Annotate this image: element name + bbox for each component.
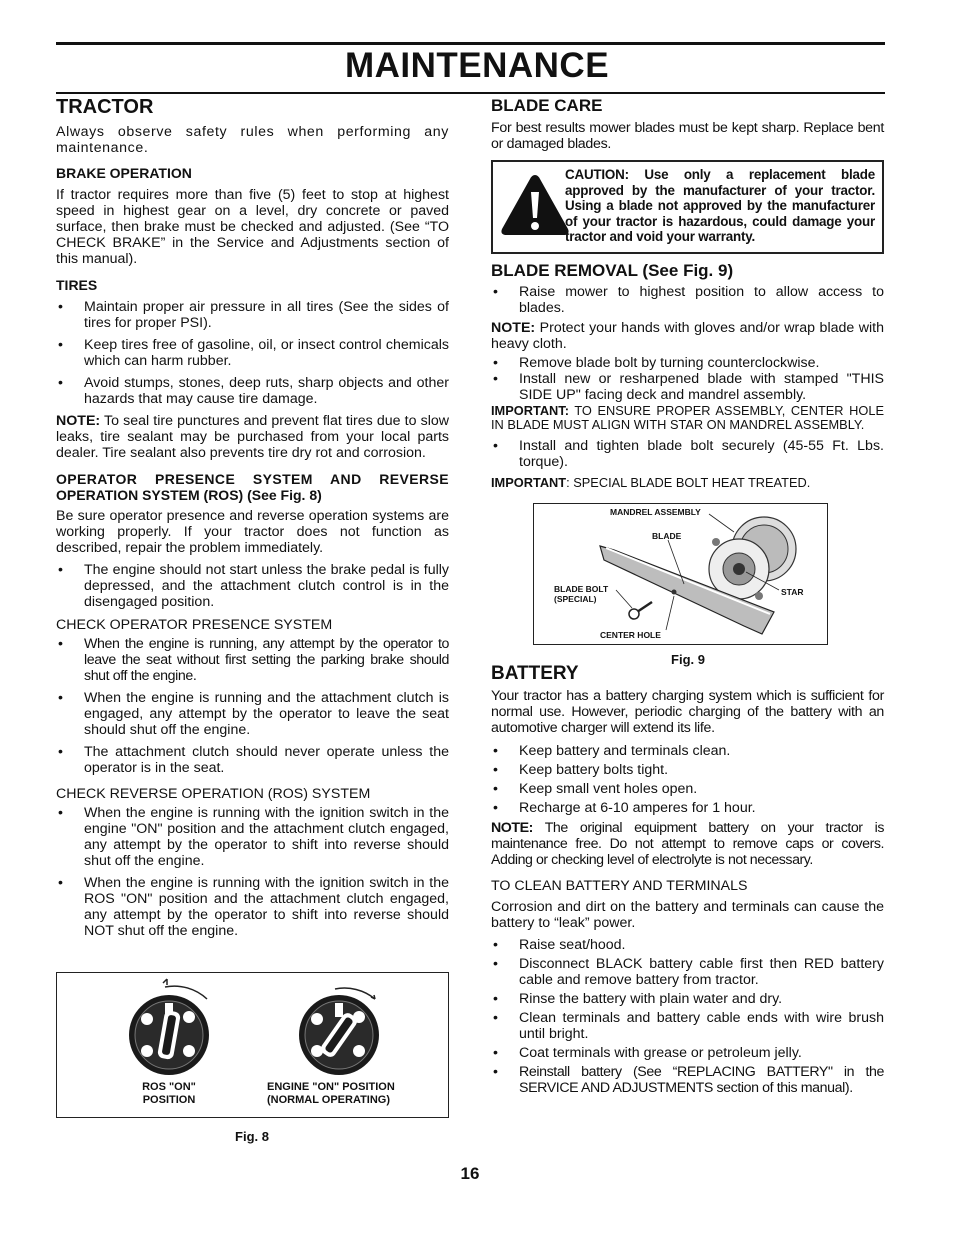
check-ros-heading: CHECK REVERSE OPERATION (ROS) SYSTEM xyxy=(56,786,371,802)
note-text: The original equipment battery on your tractor is maintenance free. Do not attempt to remove caps or covers. Adding or checking level of electrolyte is not necessary. xyxy=(491,820,884,868)
check-ros-list xyxy=(56,805,449,939)
clean-battery-text: Corrosion and dirt on the battery and terminals can cause the battery to “leak” power. xyxy=(491,899,884,931)
fig9-label-star: STAR xyxy=(781,587,804,597)
list-item: • Keep small vent holes open. xyxy=(491,780,884,799)
clean-battery-heading: TO CLEAN BATTERY AND TERMINALS xyxy=(491,878,748,894)
brake-heading: BRAKE OPERATION xyxy=(56,165,192,181)
blade-section xyxy=(491,96,884,490)
list-item: • Keep tires free of gasoline, oil, or insect control chemicals which can harm rubber. xyxy=(56,337,449,369)
blade-removal-list-3 xyxy=(491,438,884,470)
tractor-heading: TRACTOR xyxy=(56,96,154,118)
tractor-section xyxy=(56,96,449,939)
title-bottom-rule xyxy=(56,92,885,94)
fig8-label-engine xyxy=(267,1081,417,1107)
blade-care-heading: BLADE CARE xyxy=(491,96,603,115)
important-text: TO ENSURE PROPER ASSEMBLY, CENTER HOLE IN BLADE MUST ALIGN WITH STAR ON MANDREL ASSEMBLY. xyxy=(491,403,884,432)
blade-important-1 xyxy=(491,404,884,432)
fig9-label-bolt-line2: (SPECIAL) xyxy=(554,594,597,604)
blade-assembly-illustration xyxy=(534,504,827,644)
blade-removal-note xyxy=(491,320,884,352)
list-item: • Rinse the battery with plain water and dry. xyxy=(491,991,884,1007)
check-ops-heading: CHECK OPERATOR PRESENCE SYSTEM xyxy=(56,617,333,633)
fig9-caption: Fig. 9 xyxy=(671,652,705,667)
fig8-label-engine-line2: (NORMAL OPERATING) xyxy=(267,1094,391,1106)
brake-text: If tractor requires more than five (5) feet to stop at highest speed in highest gear on a level, dry concrete or paved surface, then brake must be checked and adjusted. (See “TO CHECK BRAKE” in the Service and Adjustments section of this manual). xyxy=(56,187,449,267)
list-item: • Maintain proper air pressure in all tires (See the sides of tires for proper PSI). xyxy=(56,299,449,331)
blade-removal-list-2 xyxy=(491,355,884,403)
ops-heading xyxy=(56,471,449,503)
list-item: • The engine should not start unless the brake pedal is fully depressed, and the attachment clutch control is in the disengaged position. xyxy=(56,562,449,610)
fig8-label-ros xyxy=(107,1081,231,1107)
ignition-switch-ros-illustration xyxy=(125,977,235,1087)
battery-note xyxy=(491,820,884,868)
note-label: NOTE: xyxy=(491,820,533,836)
ops-heading-line2: OPERATION SYSTEM (ROS) (See Fig. 8) xyxy=(56,487,322,503)
list-item: • Raise mower to highest position to allow access to blades. xyxy=(491,284,884,316)
fig9-label-bolt xyxy=(554,584,608,604)
ignition-switch-engine-on-illustration xyxy=(295,977,405,1087)
fig8-label-ros-line2: POSITION xyxy=(142,1094,196,1106)
tires-heading: TIRES xyxy=(56,277,98,293)
list-item: • The attachment clutch should never operate unless the operator is in the seat. xyxy=(56,744,449,776)
battery-section xyxy=(491,663,884,1096)
list-item: • Remove blade bolt by turning counterclockwise. xyxy=(491,355,884,371)
battery-text: Your tractor has a battery charging system which is sufficient for normal use. However, periodic charging of the battery with an automotive charger will extend its life. xyxy=(491,688,884,736)
page-title: MAINTENANCE xyxy=(344,46,610,85)
blade-important-2 xyxy=(491,476,884,490)
fig9-label-center-hole: CENTER HOLE xyxy=(600,630,661,640)
ops-list xyxy=(56,562,449,610)
fig8-caption: Fig. 8 xyxy=(235,1129,269,1144)
important-label: IMPORTANT xyxy=(491,475,567,490)
caution-text: CAUTION: Use only a replacement blade approved by the manufacturer of your tractor. Using a blade not approved by the manufacturer of your tractor is hazardous, could damage your tractor and void your warranty. xyxy=(565,167,875,245)
tires-note xyxy=(56,413,449,461)
list-item: • When the engine is running, any attempt by the operator to leave the seat without first setting the parking brake should shut off the engine. xyxy=(56,636,449,684)
ops-text: Be sure operator presence and reverse operation systems are working properly. If your tractor does not function as described, repair the problem immediately. xyxy=(56,508,449,556)
tractor-intro: Always observe safety rules when performing any maintenance. xyxy=(56,124,449,156)
caution-box xyxy=(491,160,884,254)
warning-icon xyxy=(499,172,571,238)
fig9-label-mandrel: MANDREL ASSEMBLY xyxy=(610,507,701,517)
battery-heading: BATTERY xyxy=(491,663,579,684)
ops-heading-line1: OPERATOR PRESENCE SYSTEM AND REVERSE xyxy=(56,471,449,487)
blade-care-text: For best results mower blades must be kept sharp. Replace bent or damaged blades. xyxy=(491,120,884,152)
list-item: • Disconnect BLACK battery cable first then RED battery cable and remove battery from tractor. xyxy=(491,956,884,988)
important-text: : SPECIAL BLADE BOLT HEAT TREATED. xyxy=(566,475,811,490)
list-item: • When the engine is running with the ignition switch in the ROS "ON" position and the attachment clutch engaged, any attempt by the operator to shift into reverse should NOT shut off the engine. xyxy=(56,875,449,939)
important-label: IMPORTANT: xyxy=(491,403,569,418)
list-item: • Keep battery and terminals clean. xyxy=(491,742,884,761)
list-item: • Keep battery bolts tight. xyxy=(491,761,884,780)
note-label: NOTE: xyxy=(56,413,101,429)
fig8-label-ros-line1: ROS "ON" xyxy=(142,1081,196,1093)
list-item: • Reinstall battery (See “REPLACING BATTERY" in the SERVICE AND ADJUSTMENTS section of this manual). xyxy=(491,1064,884,1096)
list-item: • Raise seat/hood. xyxy=(491,937,884,953)
figure-9 xyxy=(533,503,828,645)
list-item: • Clean terminals and battery cable ends with wire brush until bright. xyxy=(491,1010,884,1042)
list-item: • Coat terminals with grease or petroleum jelly. xyxy=(491,1045,884,1061)
list-item: • When the engine is running with the ignition switch in the engine "ON" position and the attachment clutch engaged, any attempt by the operator to shift into reverse should shut off the engine. xyxy=(56,805,449,869)
list-item: • Recharge at 6-10 amperes for 1 hour. xyxy=(491,799,884,818)
fig9-label-blade: BLADE xyxy=(652,531,682,541)
blade-removal-list-1 xyxy=(491,284,884,316)
clean-battery-list xyxy=(491,937,884,1096)
figure-8 xyxy=(56,972,449,1118)
blade-removal-heading: BLADE REMOVAL (See Fig. 9) xyxy=(491,261,734,280)
title-top-rule xyxy=(56,42,885,45)
list-item: • Install and tighten blade bolt securely (45-55 Ft. Lbs. torque). xyxy=(491,438,884,470)
list-item: • Install new or resharpened blade with stamped "THIS SIDE UP" facing deck and mandrel assembly. xyxy=(491,371,884,403)
check-ops-list xyxy=(56,636,449,776)
tires-list xyxy=(56,299,449,407)
note-text: Protect your hands with gloves and/or wrap blade with heavy cloth. xyxy=(491,320,884,352)
fig8-label-engine-line1: ENGINE "ON" POSITION xyxy=(267,1081,395,1093)
fig9-label-bolt-line1: BLADE BOLT xyxy=(554,584,609,594)
note-label: NOTE: xyxy=(491,320,536,336)
note-text: To seal tire punctures and prevent flat tires due to slow leaks, tire sealant may be purchased from your local parts dealer. Tire sealant also prevents tire dry rot and corrosion. xyxy=(56,413,449,461)
list-item: • Avoid stumps, stones, deep ruts, sharp objects and other hazards that may cause tire damage. xyxy=(56,375,449,407)
list-item: • When the engine is running and the attachment clutch is engaged, any attempt by the operator to leave the seat should shut off the engine. xyxy=(56,690,449,738)
page-number: 16 xyxy=(460,1164,480,1183)
battery-list xyxy=(491,742,884,818)
